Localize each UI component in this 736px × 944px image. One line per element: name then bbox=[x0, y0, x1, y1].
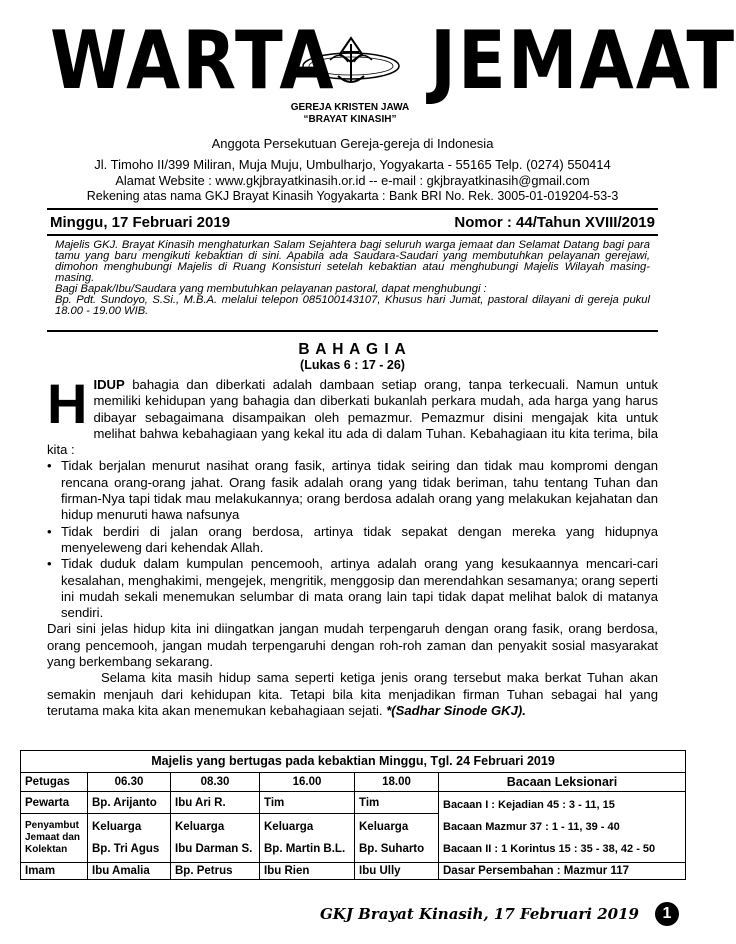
header-cell: Petugas bbox=[21, 773, 88, 792]
member-line: Anggota Persekutuan Gereja-gereja di Indonesia bbox=[211, 136, 494, 151]
table-cell: Keluarga Ibu Darman S. bbox=[171, 814, 260, 863]
table-cell: Ibu Amalia bbox=[88, 863, 171, 880]
reading-line: Bacaan Mazmur 37 : 1 - 11, 39 - 40 bbox=[443, 821, 620, 833]
article-verse: (Lukas 6 : 17 - 26) bbox=[300, 358, 405, 372]
role-cell: Pewarta bbox=[21, 792, 88, 814]
bullet-item: • Tidak berdiri di jalan orang berdosa, artinya tidak sepakat dengan mereka yang hidupnya menyeleweng dari kehendak Allah. bbox=[47, 523, 658, 555]
duty-title-box bbox=[20, 750, 686, 772]
role-cell: Penyambut Jemaat dan Kolektan bbox=[21, 814, 88, 863]
bullet-text: Tidak berjalan menurut nasihat orang fasik, artinya tidak seiring dan tidak mau kompromi dengan rencana orang-orang jahat. Orang fasik adalah orang yang tidak beriman, tahu tentang Tuhan dan firman-Nya tapi tidak mau melakukannya; orang berdosa adalah orang yang melakukan kejahatan dan hidup menuruti hawa nafsunya bbox=[61, 458, 658, 523]
table-row bbox=[21, 863, 686, 880]
divider bbox=[47, 234, 658, 236]
table-cell: Ibu Rien bbox=[260, 863, 355, 880]
table-cell: Keluarga Bp. Tri Agus bbox=[88, 814, 171, 863]
reading-line: Bacaan I : Kejadian 45 : 3 - 11, 15 bbox=[443, 799, 615, 811]
church-subname: “BRAYAT KINASIH” bbox=[303, 114, 397, 125]
header-cell: 18.00 bbox=[355, 773, 439, 792]
divider bbox=[47, 330, 658, 332]
bullet-text: Tidak berdiri di jalan orang berdosa, artinya tidak sepakat dengan mereka yang hidupnya menyeleweng dari kehendak Allah. bbox=[61, 523, 658, 555]
bullet-text: Tidak duduk dalam kumpulan pencemooh, artinya adalah orang yang kesukaannya mencari-cari kesalahan, menghakimi, mengejek, mengritik, menggosip dan merendahkan sesamanya; orang seperti ini mudah sekali menemukan selumbar di mata orang lain tapi tidak dapat melihat balok di matanya sendiri. bbox=[61, 556, 658, 621]
notice-paragraph: Bagi Bapak/Ibu/Saudara yang membutuhkan pelayanan pastoral, dapat menghubungi : bbox=[55, 283, 487, 295]
table-row bbox=[21, 792, 686, 814]
table-cell: Ibu Ully bbox=[355, 863, 439, 880]
table-cell: Keluarga Bp. Suharto bbox=[355, 814, 439, 863]
address-line: Jl. Timoho II/399 Miliran, Muja Muju, Umbulharjo, Yogyakarta - 55165 Telp. (0274) 550414 bbox=[94, 157, 611, 172]
table-cell: Ibu Ari R. bbox=[171, 792, 260, 814]
notice-paragraph: Bp. Pdt. Sundoyo, S.Si., M.B.A. melalui telepon 085100143107, Khusus hari Jumat, pastoral dilayani di gereja pukul 18.00 - 19.00 WIB. bbox=[55, 294, 650, 317]
church-name: GEREJA KRISTEN JAWA bbox=[290, 102, 410, 113]
page-number: 1 bbox=[655, 902, 679, 926]
church-name-block bbox=[250, 102, 450, 126]
table-cell: Bp. Arijanto bbox=[88, 792, 171, 814]
bullet-item: • Tidak duduk dalam kumpulan pencemooh, artinya adalah orang yang kesukaannya mencari-cari kesalahan, menghakimi, mengejek, mengritik, menggosip dan merendahkan sesamanya; orang seperti ini mudah sekali menemukan selumbar di mata orang lain tapi tidak dapat melihat balok di matanya sendiri. bbox=[47, 556, 658, 621]
article-paragraph: Dari sini jelas hidup kita ini diingatkan jangan mudah terpengaruh dengan orang fasik, orang berdosa, orang pencemooh, jangan mudah terpengaruhi dengan roh-roh zaman dan penyakit sosial masyarakat yang berkembang sekarang. bbox=[47, 621, 658, 670]
article-first-word: IDUP bbox=[93, 377, 125, 392]
article-paragraph: Selama kita masih hidup sama seperti ketiga jenis orang tersebut maka berkat Tuhan akan semakin menjauh dari kehidupan kita. Tetapi bila kita menjadikan firman Tuhan sebagai hal yang terutama maka kita akan menemukan kebahagiaan sejati. bbox=[47, 670, 658, 718]
table-cell: Tim bbox=[355, 792, 439, 814]
article-paragraph: bahagia dan diberkati adalah dambaan setiap orang, tanpa terkecuali. Namun untuk memiliki kehidupan yang bahagia dan diberkati bukanlah perkara mudah, ada harga yang harus dibayar sebagaimana disampaikan oleh pemazmur. Pemazmur disini mengajak kita untuk melihat bahwa kebahagiaan yang kekal itu ada di dalam Tuhan. Kebahagiaan itu kita terima, bila kita : bbox=[47, 377, 658, 458]
table-header-row bbox=[21, 773, 686, 792]
footer-text: GKJ Brayat Kinasih, 17 Februari 2019 bbox=[320, 905, 639, 923]
duty-table bbox=[20, 772, 686, 880]
drop-cap: H bbox=[47, 372, 88, 435]
reading-line: Bacaan II : 1 Korintus 15 : 35 - 38, 42 - 50 bbox=[443, 843, 656, 855]
header-cell: Bacaan Leksionari bbox=[439, 773, 686, 792]
duty-title: Majelis yang bertugas pada kebaktian Minggu, Tgl. 24 Februari 2019 bbox=[151, 754, 555, 768]
role-cell: Imam bbox=[21, 863, 88, 880]
table-cell: Tim bbox=[260, 792, 355, 814]
welcome-notice bbox=[55, 240, 650, 317]
account-line: Rekening atas nama GKJ Brayat Kinasih Yogyakarta : Bank BRI No. Rek. 3005-01-019204-53-3 bbox=[86, 189, 619, 203]
notice-paragraph: Majelis GKJ. Brayat Kinasih menghaturkan Salam Sejahtera bagi seluruh warga jemaat dan Selamat Datang bagi para tamu yang baru mengikuti kebaktian di sini. Apabila ada Saudara-Saudari yang membutuhkan pelayanan gerejawi, dimohon menghubungi Majelis di Ruang Konsisturi setelah kebaktian atau menghubungi Majelis Wilayah masing-masing. bbox=[55, 239, 650, 284]
church-logo bbox=[300, 32, 402, 94]
bullet-item: • Tidak berjalan menurut nasihat orang fasik, artinya tidak seiring dan tidak mau kompromi dengan rencana orang-orang jahat. Orang fasik adalah orang yang tidak beriman, tahu tentang Tuhan dan firman-Nya tapi tidak mau melakukannya; orang berdosa adalah orang yang melakukan kejahatan dan hidup menuruti hawa nafsunya bbox=[47, 458, 658, 523]
header-cell: 16.00 bbox=[260, 773, 355, 792]
article-signature: *(Sadhar Sinode GKJ). bbox=[386, 702, 526, 718]
masthead-title-left: WARTA bbox=[50, 13, 336, 108]
article-title: B A H A G I A bbox=[298, 341, 407, 358]
readings-cell bbox=[439, 792, 686, 863]
offering-cell: Dasar Persembahan : Mazmur 117 bbox=[439, 863, 686, 880]
issue-date: Minggu, 17 Februari 2019 bbox=[50, 214, 231, 231]
divider bbox=[47, 208, 658, 210]
header-cell: 08.30 bbox=[171, 773, 260, 792]
masthead-title-right: JEMAAT bbox=[430, 13, 736, 108]
website-line: Alamat Website : www.gkjbrayatkinasih.or.id -- e-mail : gkjbrayatkinasih@gmail.com bbox=[115, 173, 590, 188]
header-cell: 06.30 bbox=[88, 773, 171, 792]
table-cell: Bp. Petrus bbox=[171, 863, 260, 880]
article-body bbox=[47, 372, 658, 719]
table-cell: Keluarga Bp. Martin B.L. bbox=[260, 814, 355, 863]
issue-number: Nomor : 44/Tahun XVIII/2019 bbox=[454, 214, 655, 231]
